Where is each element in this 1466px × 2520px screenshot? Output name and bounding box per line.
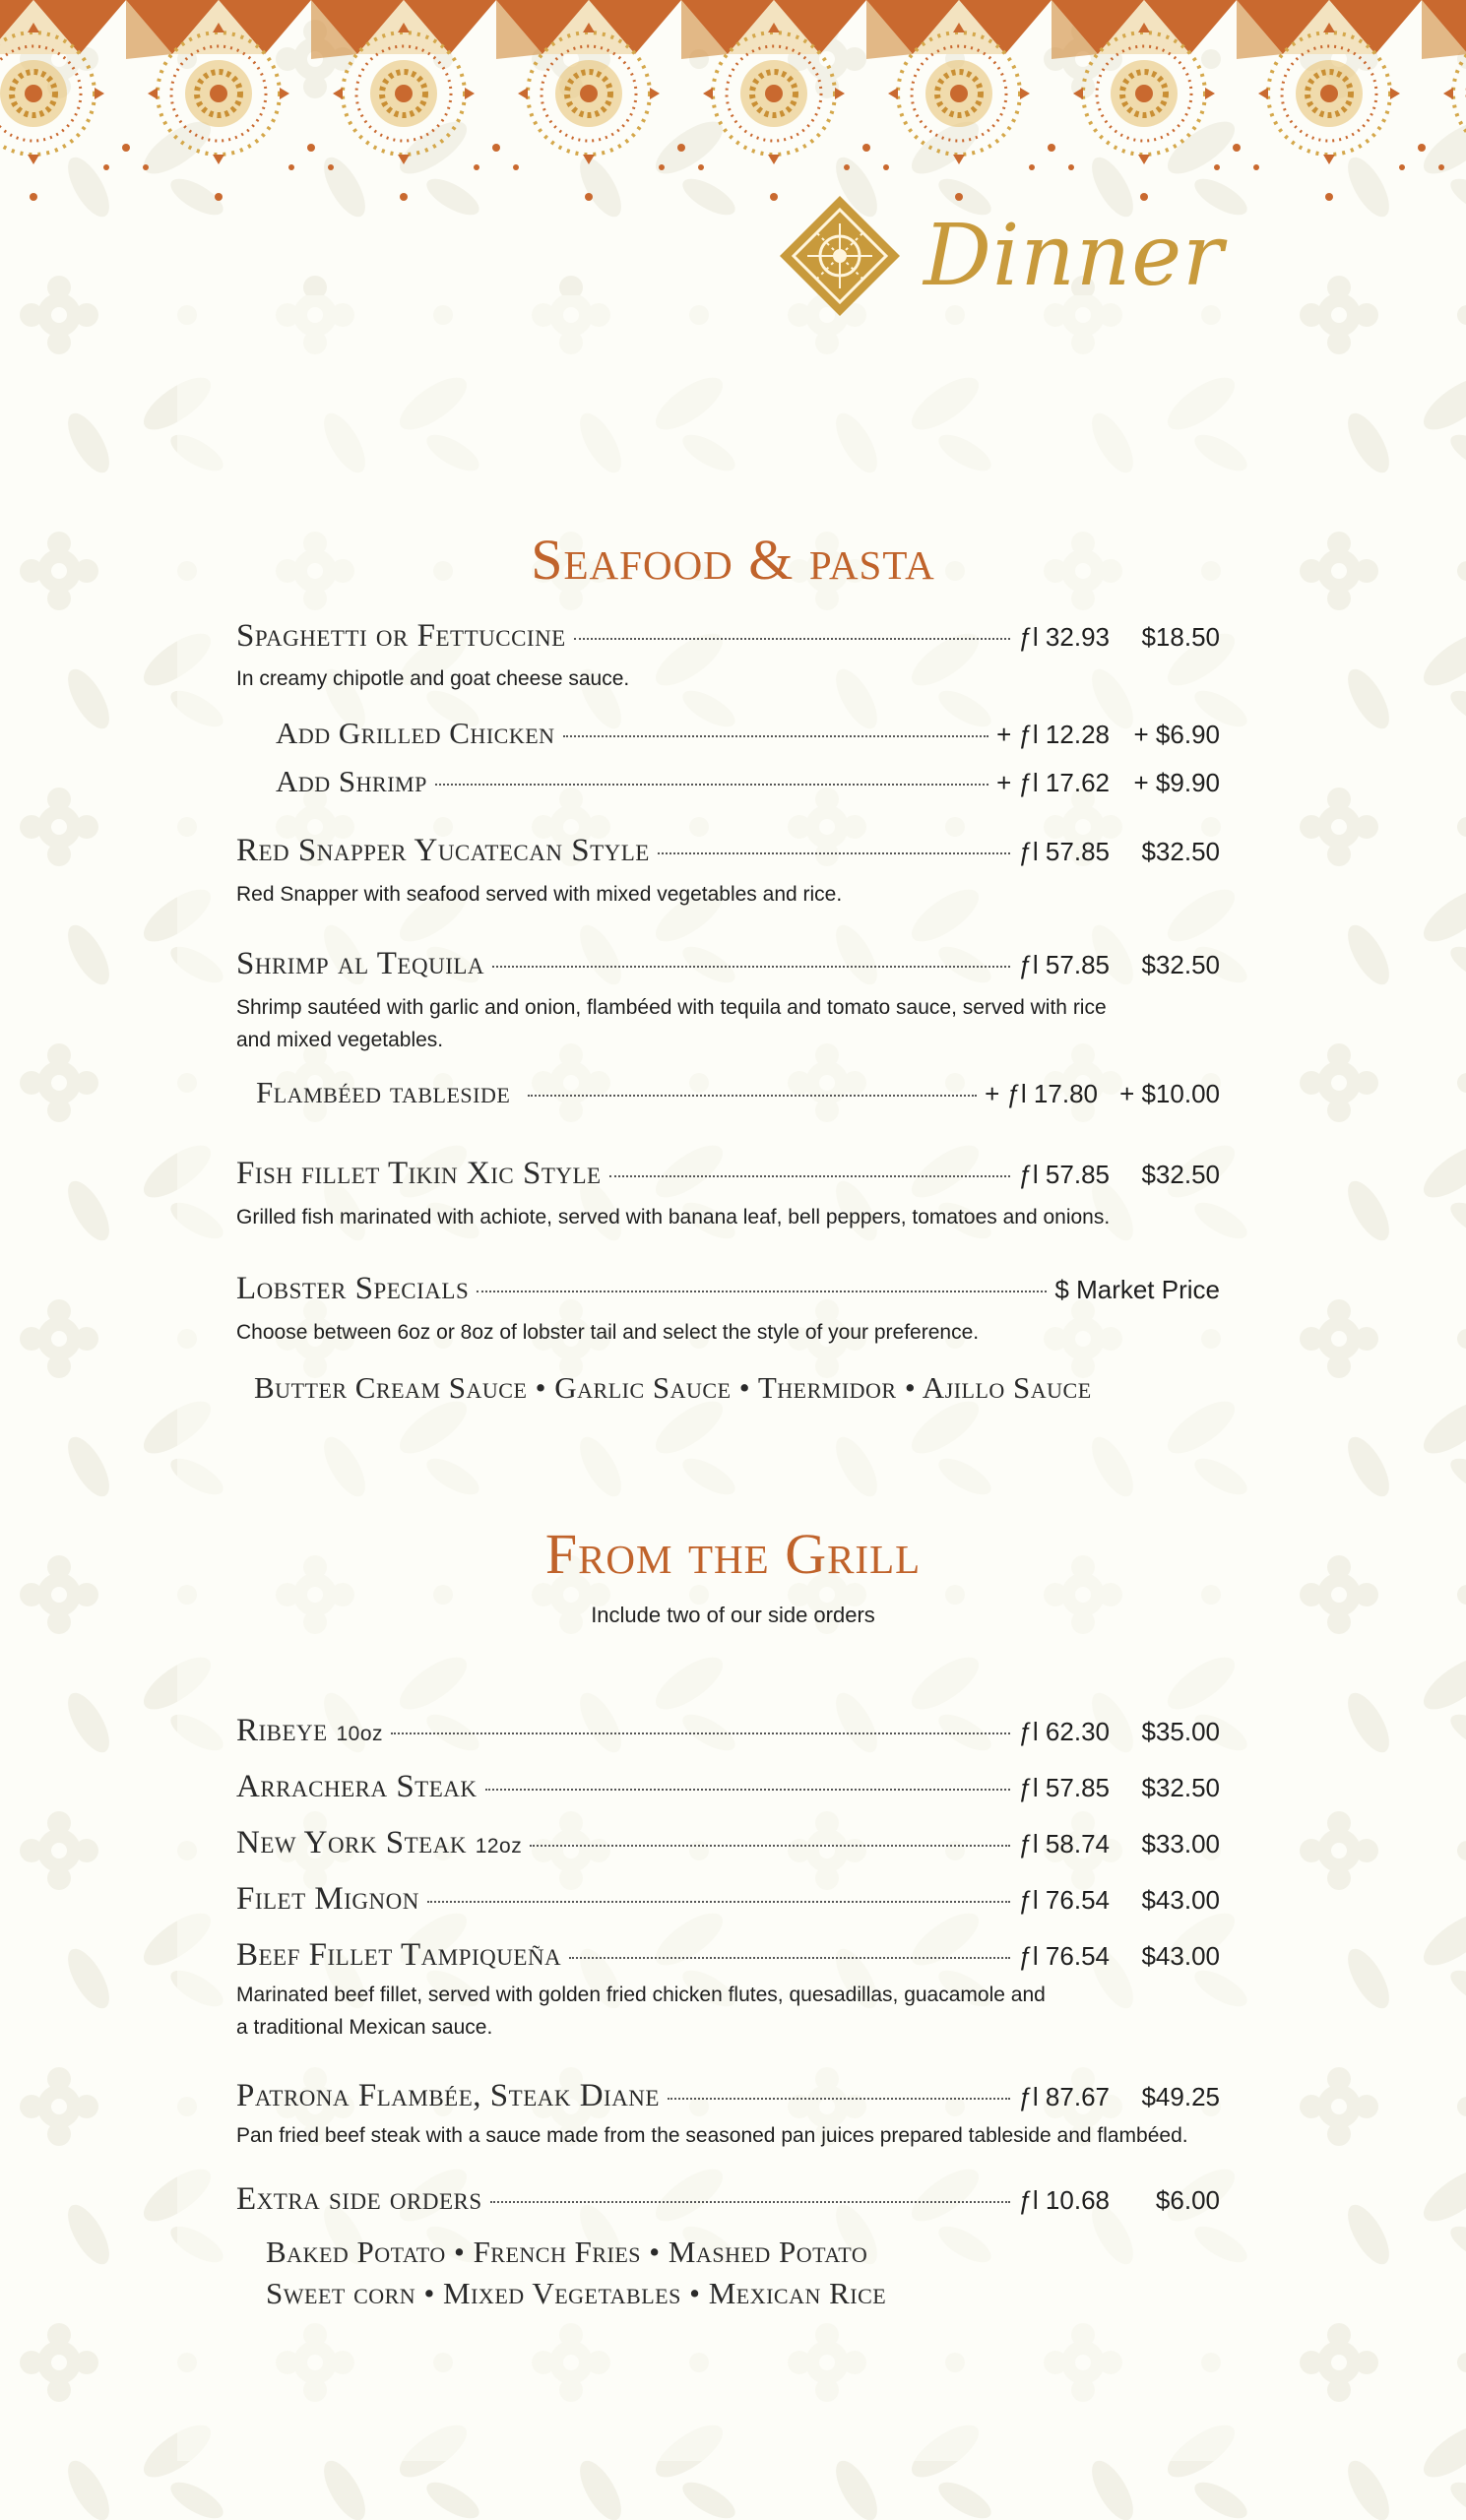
price-local: ƒl 10.68 <box>1018 2185 1110 2215</box>
item-name: Lobster Specials <box>236 1271 470 1306</box>
side-options-line: Sweet corn • Mixed Vegetables • Mexican Rice <box>266 2276 887 2310</box>
dot-leader <box>569 1957 1010 1959</box>
price-usd: $6.00 <box>1155 2185 1220 2215</box>
dot-leader <box>477 1291 1047 1292</box>
dinner-heading <box>778 182 1224 330</box>
price-local: ƒl 57.85 <box>1018 950 1110 979</box>
item-name: Beef Fillet Tampiqueña <box>236 1937 562 1973</box>
dot-leader <box>563 735 989 737</box>
menu-item-ribeye <box>236 1713 1220 1752</box>
item-description <box>236 1979 1122 2044</box>
menu-item-flambeed-tableside <box>256 1075 1220 1114</box>
decorative-tile-border <box>0 0 1466 207</box>
item-description: Pan fried beef steak with a sauce made from the seasoned pan juices prepared tableside and flambéed. <box>236 2124 1188 2147</box>
diamond-tile-emblem-icon <box>778 194 902 318</box>
price-local: ƒl 57.85 <box>1018 837 1110 866</box>
price-usd: $32.50 <box>1141 1773 1220 1802</box>
menu-item-red-snapper <box>236 833 1220 872</box>
price-local: ƒl 76.54 <box>1018 1941 1110 1971</box>
dot-leader <box>668 2098 1011 2100</box>
item-name: Ribeye 10oz <box>236 1713 384 1748</box>
price-usd: $43.00 <box>1141 1941 1220 1971</box>
dot-leader <box>574 638 1011 640</box>
dot-leader <box>658 852 1011 854</box>
price-usd: $49.25 <box>1141 2082 1220 2111</box>
price-local: ƒl 57.85 <box>1018 1773 1110 1802</box>
price-usd: + $9.90 <box>1133 768 1220 797</box>
item-name: Filet Mignon <box>236 1881 419 1917</box>
description-line: and mixed vegetables. <box>236 1029 444 1051</box>
price-usd: $35.00 <box>1141 1717 1220 1746</box>
item-description: In creamy chipotle and goat cheese sauce. <box>236 667 630 690</box>
menu-item-new-york <box>236 1825 1220 1864</box>
price-usd: + $10.00 <box>1119 1079 1220 1108</box>
menu-item-filet-mignon <box>236 1881 1220 1921</box>
price-usd: $32.50 <box>1141 950 1220 979</box>
item-name: Add Shrimp <box>276 764 427 798</box>
dot-leader <box>485 1789 1011 1791</box>
price-local: ƒl 76.54 <box>1018 1885 1110 1915</box>
menu-item-beef-tampiquena <box>236 1937 1220 1977</box>
description-line: Shrimp sautéed with garlic and onion, flambéed with tequila and tomato sauce, served with rice <box>236 996 1107 1019</box>
dot-leader <box>391 1732 1010 1734</box>
menu-item-shrimp-tequila <box>236 946 1220 985</box>
item-name: Spaghetti or Fettuccine <box>236 618 566 654</box>
price-usd: $32.50 <box>1141 837 1220 866</box>
price-usd: $33.00 <box>1141 1829 1220 1858</box>
item-name: Flambéed tableside <box>256 1075 511 1109</box>
market-price: $ Market Price <box>1054 1275 1220 1304</box>
item-description <box>236 991 1122 1056</box>
item-name: Shrimp al Tequila <box>236 946 485 981</box>
grill-section-note: Include two of our side orders <box>591 1603 875 1627</box>
item-name: Fish fillet Tikin Xic Style <box>236 1156 602 1191</box>
price-local: ƒl 57.85 <box>1018 1160 1110 1189</box>
menu-item-arrachera <box>236 1769 1220 1808</box>
price-usd: $18.50 <box>1141 622 1220 652</box>
item-description: Red Snapper with seafood served with mixed vegetables and rice. <box>236 883 843 906</box>
dot-leader <box>490 2201 1011 2203</box>
item-name: New York Steak 12oz <box>236 1825 523 1860</box>
dot-leader <box>427 1901 1011 1903</box>
price-local: ƒl 58.74 <box>1018 1829 1110 1858</box>
side-options-line: Baked Potato • French Fries • Mashed Potato <box>266 2235 868 2269</box>
menu-item-extra-sides <box>236 2181 1220 2221</box>
price-usd: $32.50 <box>1141 1160 1220 1189</box>
menu-item-patrona-flambee <box>236 2078 1220 2117</box>
item-name: Extra side orders <box>236 2181 482 2217</box>
dot-leader <box>492 966 1010 968</box>
grill-section-title: From the Grill <box>544 1522 922 1586</box>
price-local: + ƒl 12.28 <box>996 720 1110 749</box>
seafood-section-title: Seafood & pasta <box>531 528 935 592</box>
price-local: ƒl 87.67 <box>1018 2082 1110 2111</box>
price-local: + ƒl 17.80 <box>985 1079 1098 1108</box>
item-description: Choose between 6oz or 8oz of lobster tail and select the style of your preference. <box>236 1321 980 1344</box>
item-description: Grilled fish marinated with achiote, served with banana leaf, bell peppers, tomatoes and onions. <box>236 1206 1111 1228</box>
price-usd: + $6.90 <box>1133 720 1220 749</box>
item-name: Arrachera Steak <box>236 1769 478 1804</box>
menu-item-lobster-specials <box>236 1271 1220 1310</box>
item-size: 10oz <box>336 1723 384 1745</box>
item-size: 12oz <box>475 1835 523 1858</box>
price-local: + ƒl 17.62 <box>996 768 1110 797</box>
dot-leader <box>530 1845 1010 1847</box>
dot-leader <box>528 1095 977 1097</box>
item-name: Red Snapper Yucatecan Style <box>236 833 650 868</box>
menu-item-add-chicken <box>276 716 1220 755</box>
price-usd: $43.00 <box>1141 1885 1220 1915</box>
lobster-sauce-options: Butter Cream Sauce • Garlic Sauce • Thermidor • Ajillo Sauce <box>254 1370 1092 1405</box>
menu-item-fish-fillet <box>236 1156 1220 1195</box>
price-local: ƒl 32.93 <box>1018 622 1110 652</box>
description-line: Marinated beef fillet, served with golden fried chicken flutes, quesadillas, guacamole and <box>236 1984 1046 2006</box>
price-local: ƒl 62.30 <box>1018 1717 1110 1746</box>
menu-item-add-shrimp <box>276 764 1220 803</box>
dot-leader <box>609 1175 1011 1177</box>
description-line: a traditional Mexican sauce. <box>236 2016 493 2039</box>
item-name: Add Grilled Chicken <box>276 716 555 750</box>
menu-title: Dinner <box>924 207 1225 305</box>
item-name: Patrona Flambée, Steak Diane <box>236 2078 660 2113</box>
menu-item-spaghetti <box>236 618 1220 658</box>
dot-leader <box>435 784 988 786</box>
